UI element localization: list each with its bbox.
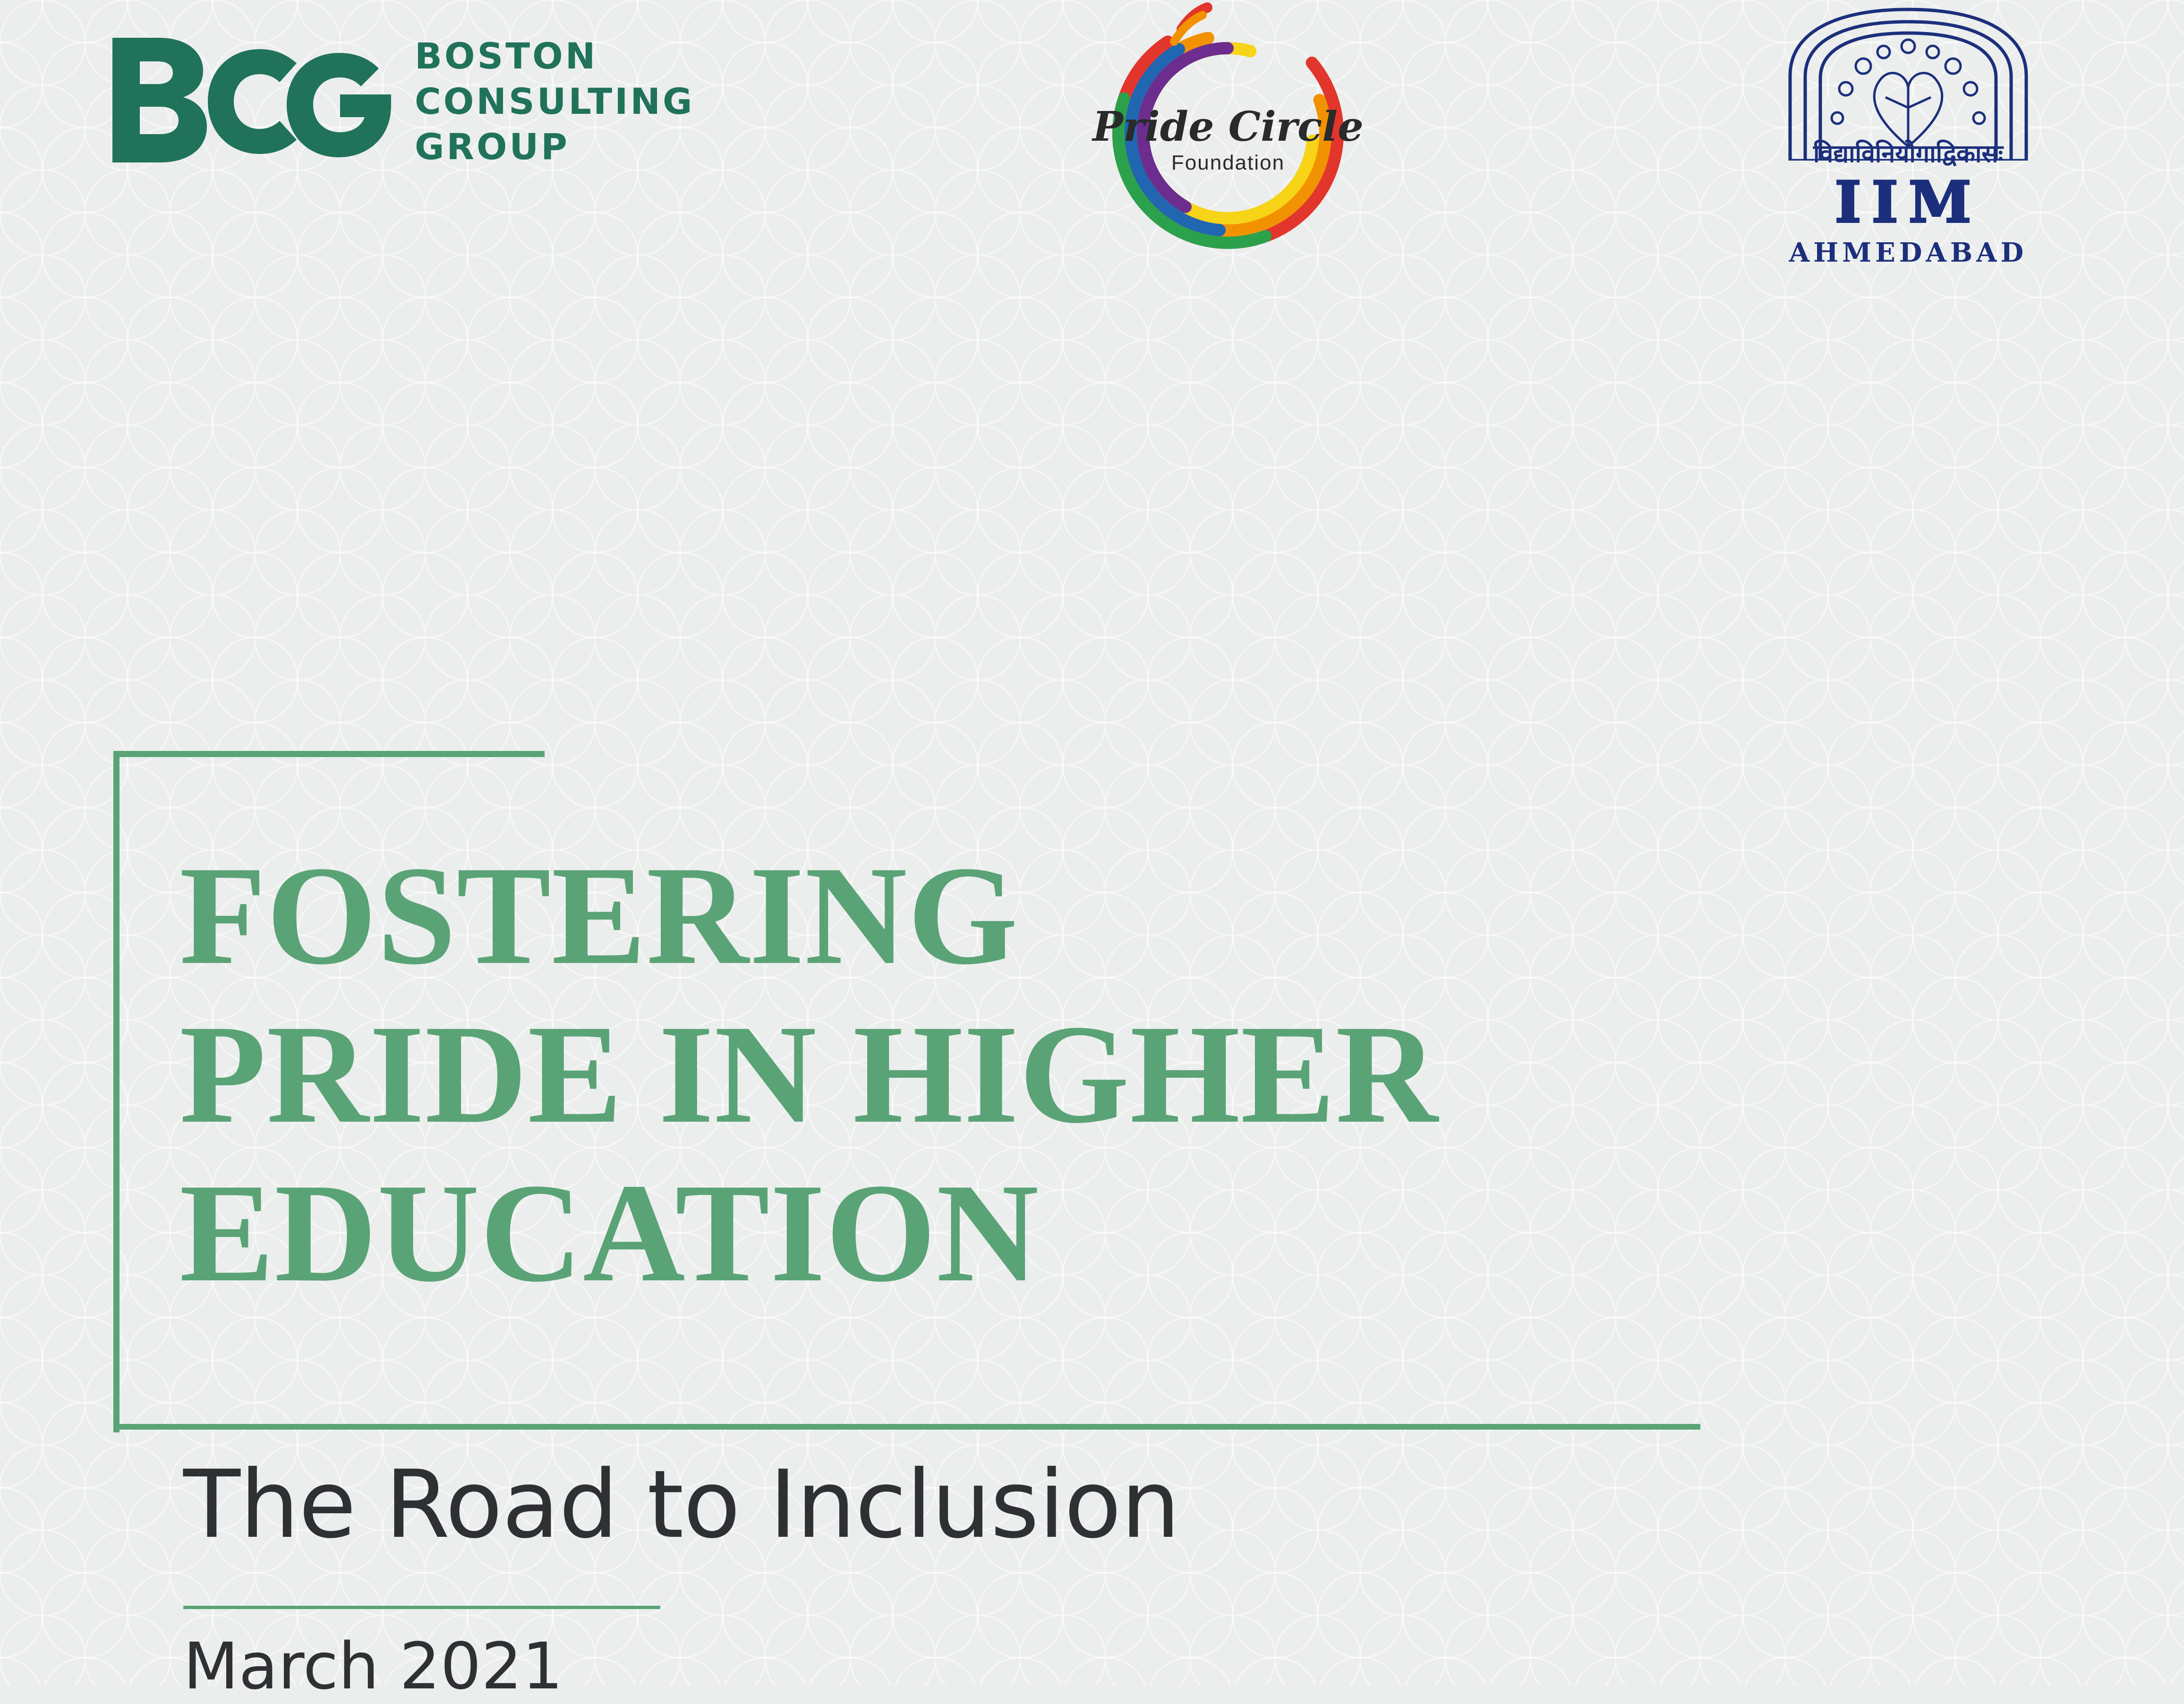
iima-sanskrit-motto: विद्याविनियोगाद्विकासः	[1813, 140, 2004, 168]
pride-circle-logo	[1082, 0, 1374, 264]
page-title-line1: FOSTERING	[179, 837, 1019, 994]
subtitle-divider	[183, 1606, 660, 1609]
pride-circle-sub: Foundation	[1171, 151, 1285, 174]
bcg-wordmark-line1: BOSTON	[415, 35, 598, 77]
bcg-logo	[108, 28, 694, 175]
bcg-wordmark-line3: GROUP	[415, 125, 570, 168]
page-title-line3: EDUCATION	[179, 1154, 1040, 1311]
page-title-line2: PRIDE IN HIGHER	[179, 996, 1439, 1152]
bcg-monogram-icon	[108, 28, 396, 175]
logo-bar	[0, 0, 2184, 293]
page-title	[179, 836, 1710, 1312]
iima-city: AHMEDABAD	[1789, 237, 2028, 268]
publication-date: March 2021	[183, 1629, 563, 1704]
title-divider	[113, 1424, 1700, 1430]
iim-ahmedabad-logo	[1762, 5, 2055, 279]
iima-letters: IIM	[1834, 169, 1982, 236]
bcg-wordmark-line2: CONSULTING	[415, 80, 695, 123]
bcg-wordmark	[415, 34, 694, 169]
page-subtitle: The Road to Inclusion	[183, 1450, 1180, 1559]
pride-circle-name: Pride Circle	[1092, 103, 1364, 151]
